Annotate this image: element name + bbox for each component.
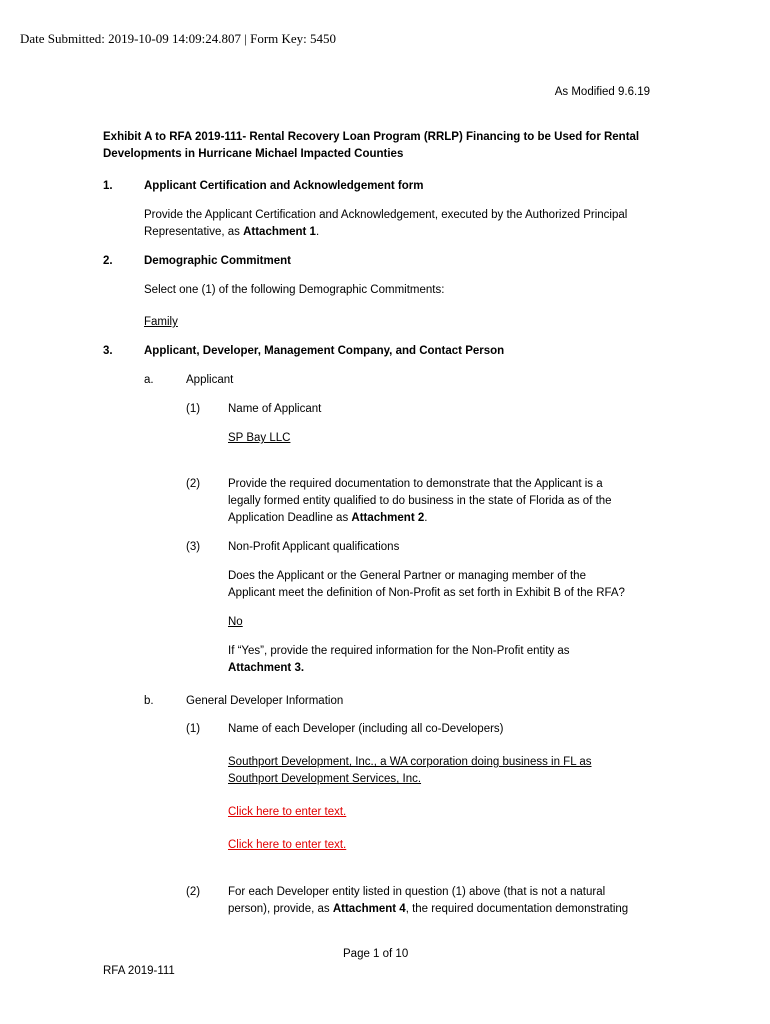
q-a2-line2: legally formed entity qualified to do business in the state of Florida as of the: [228, 495, 612, 507]
q-a3-number: (3): [186, 541, 201, 553]
q-a1-label: Name of Applicant: [228, 403, 322, 415]
q-a2-line3: Application Deadline as Attachment 2.: [228, 512, 428, 524]
q-a3-question-line1: Does the Applicant or the General Partner or managing member of the: [228, 570, 586, 582]
page-number: Page 1 of 10: [343, 948, 409, 960]
q-a3-note-line2: Attachment 3.: [228, 662, 305, 674]
section1-number: 1.: [103, 180, 113, 192]
subsection-a-letter: a.: [144, 374, 154, 386]
section3-number: 3.: [103, 345, 113, 357]
q-a1-number: (1): [186, 403, 201, 415]
subsection-b-label: General Developer Information: [186, 695, 344, 707]
section1-text-line2: Representative, as Attachment 1.: [144, 226, 320, 238]
q-b2-number: (2): [186, 886, 201, 898]
section1-text-line1: Provide the Applicant Certification and Acknowledgement, executed by the Authorized Principal: [144, 209, 628, 221]
submission-stamp: Date Submitted: 2019-10-09 14:09:24.807 | Form Key: 5450: [20, 31, 337, 46]
q-a2-number: (2): [186, 478, 201, 490]
q-a3-note-line1: If “Yes”, provide the required information for the Non-Profit entity as: [228, 645, 570, 657]
document-title-line2: Developments in Hurricane Michael Impacted Counties: [103, 148, 404, 160]
developer-placeholder-field-2[interactable]: Click here to enter text.: [228, 839, 347, 851]
demographic-answer-field[interactable]: Family: [144, 316, 178, 328]
document-title-line1: Exhibit A to RFA 2019-111- Rental Recovery Loan Program (RRLP) Financing to be Used for Rental: [103, 131, 640, 143]
section2-instruction: Select one (1) of the following Demographic Commitments:: [144, 284, 445, 296]
q-b2-line2: person), provide, as Attachment 4, the required documentation demonstrating: [228, 903, 629, 915]
footer-rfa-label: RFA 2019-111: [103, 965, 175, 977]
nonprofit-answer-field[interactable]: No: [228, 616, 243, 628]
q-b1-label: Name of each Developer (including all co-Developers): [228, 723, 504, 735]
q-a3-question-line2: Applicant meet the definition of Non-Profit as set forth in Exhibit B of the RFA?: [228, 587, 625, 599]
q-b1-number: (1): [186, 723, 201, 735]
q-b2-line1: For each Developer entity listed in question (1) above (that is not a natural: [228, 886, 606, 898]
section3-heading: Applicant, Developer, Management Company, and Contact Person: [144, 345, 505, 357]
section1-heading: Applicant Certification and Acknowledgement form: [144, 180, 424, 192]
applicant-name-field[interactable]: SP Bay LLC: [228, 432, 291, 444]
q-a3-label: Non-Profit Applicant qualifications: [228, 541, 400, 553]
developer-placeholder-field-1[interactable]: Click here to enter text.: [228, 806, 347, 818]
section2-heading: Demographic Commitment: [144, 255, 291, 267]
developer-name-field-line2[interactable]: Southport Development Services, Inc.: [228, 773, 422, 785]
modified-date: As Modified 9.6.19: [554, 86, 650, 98]
developer-name-field-line1[interactable]: Southport Development, Inc., a WA corporation doing business in FL as: [228, 756, 592, 768]
subsection-b-letter: b.: [144, 695, 154, 707]
section2-number: 2.: [103, 255, 113, 267]
q-a2-line1: Provide the required documentation to demonstrate that the Applicant is a: [228, 478, 603, 490]
subsection-a-label: Applicant: [186, 374, 234, 386]
